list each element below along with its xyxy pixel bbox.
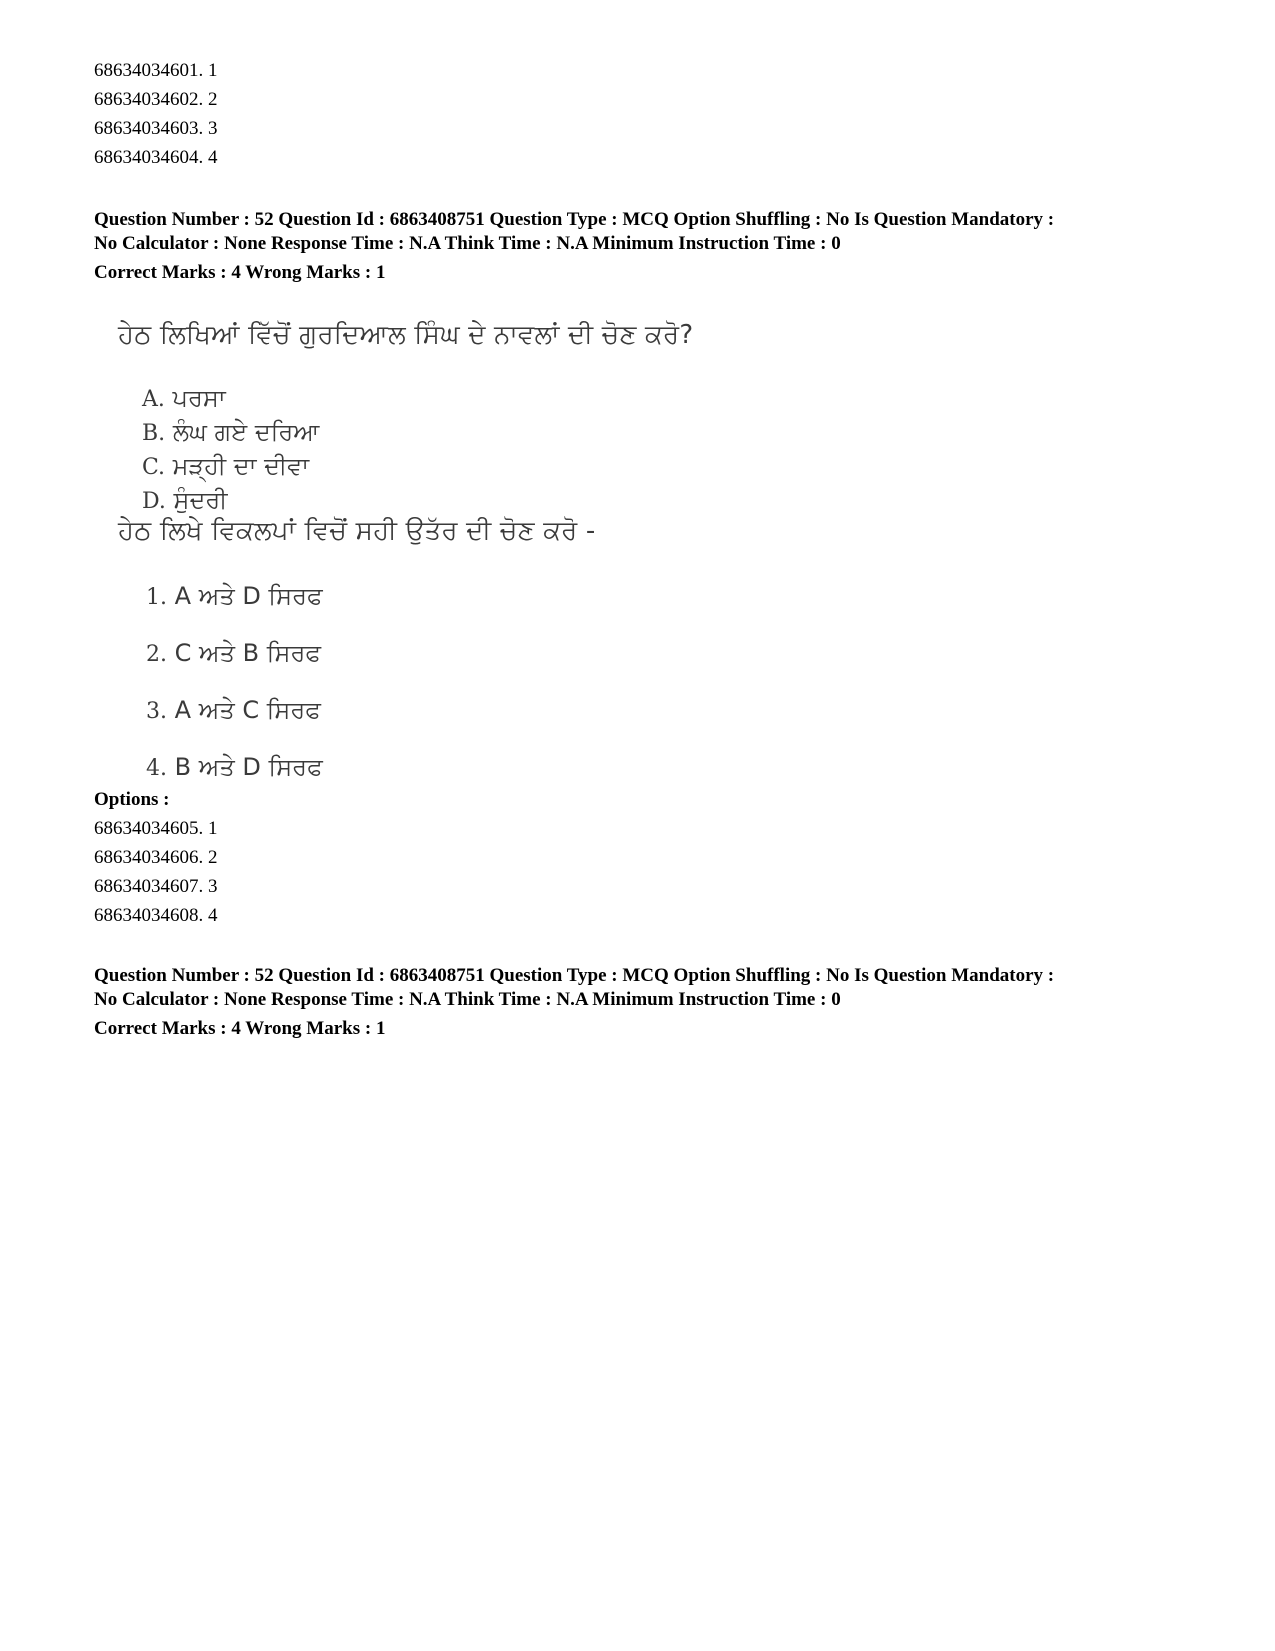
question-metadata bbox=[94, 208, 1214, 285]
option-item: 68634034607. 3 bbox=[94, 876, 218, 897]
choice-number: 3. bbox=[146, 699, 167, 724]
statement-item bbox=[142, 382, 319, 416]
choice-number: 1. bbox=[146, 585, 167, 610]
choice-text: A ਅਤੇ D ਸਿਰਫ bbox=[174, 582, 323, 610]
question-metadata-2 bbox=[94, 964, 1214, 1041]
question-meta-line-1: Question Number : 52 Question Id : 6863408751 Question Type : MCQ Option Shuffling : No Is Question Mandatory : bbox=[94, 209, 1055, 230]
question-meta-line-2: No Calculator : None Response Time : N.A Think Time : N.A Minimum Instruction Time : 0 bbox=[94, 989, 841, 1010]
choice-item bbox=[146, 639, 323, 696]
choice-number: 4. bbox=[146, 756, 167, 781]
statement-letter: C. bbox=[142, 455, 166, 480]
statement-item bbox=[142, 484, 319, 518]
question-marks: Correct Marks : 4 Wrong Marks : 1 bbox=[94, 262, 386, 283]
choice-item bbox=[146, 696, 323, 753]
option-item: 68634034606. 2 bbox=[94, 847, 218, 868]
statement-item bbox=[142, 450, 319, 484]
option-item: 68634034603. 3 bbox=[94, 118, 218, 139]
choice-text: A ਅਤੇ C ਸਿਰਫ bbox=[174, 696, 321, 724]
option-item: 68634034602. 2 bbox=[94, 89, 218, 110]
option-item: 68634034601. 1 bbox=[94, 60, 218, 81]
question-meta-line-2: No Calculator : None Response Time : N.A Think Time : N.A Minimum Instruction Time : 0 bbox=[94, 233, 841, 254]
option-item: 68634034604. 4 bbox=[94, 147, 218, 168]
statement-letter: B. bbox=[142, 421, 166, 446]
question-meta-line-1: Question Number : 52 Question Id : 6863408751 Question Type : MCQ Option Shuffling : No Is Question Mandatory : bbox=[94, 965, 1055, 986]
choice-text: C ਅਤੇ B ਸਿਰਫ bbox=[174, 639, 322, 667]
statement-letter: A. bbox=[142, 387, 165, 412]
statement-list bbox=[142, 382, 319, 518]
question-stem: ਹੇਠ ਲਿਖਿਆਂ ਵਿੱਚੋਂ ਗੁਰਦਿਆਲ ਸਿੰਘ ਦੇ ਨਾਵਲਾਂ ਦੀ ਚੋਣ ਕਰੋ? bbox=[118, 320, 694, 350]
question-instruction: ਹੇਠ ਲਿਖੇ ਵਿਕਲਪਾਂ ਵਿਚੋਂ ਸਹੀ ਉਤੱਰ ਦੀ ਚੋਣ ਕਰੋ - bbox=[118, 516, 596, 546]
previous-options-list bbox=[94, 56, 218, 172]
statement-text: ਪਰਸਾ bbox=[172, 384, 226, 412]
choice-list bbox=[146, 582, 323, 810]
choice-text: B ਅਤੇ D ਸਿਰਫ bbox=[174, 753, 323, 781]
options-label: Options : bbox=[94, 789, 170, 810]
choice-item bbox=[146, 582, 323, 639]
statement-text: ਮੜ੍ਹੀ ਦਾ ਦੀਵਾ bbox=[172, 452, 310, 480]
choice-number: 2. bbox=[146, 642, 167, 667]
question-marks: Correct Marks : 4 Wrong Marks : 1 bbox=[94, 1018, 386, 1039]
options-list bbox=[94, 814, 218, 930]
option-item: 68634034608. 4 bbox=[94, 905, 218, 926]
statement-letter: D. bbox=[142, 489, 166, 514]
option-item: 68634034605. 1 bbox=[94, 818, 218, 839]
question-image bbox=[112, 320, 732, 800]
choice-item bbox=[146, 753, 323, 810]
statement-text: ਲੰਘ ਗਏ ਦਰਿਆ bbox=[172, 418, 320, 446]
statement-text: ਸੁੰਦਰੀ bbox=[173, 486, 228, 514]
statement-item bbox=[142, 416, 319, 450]
